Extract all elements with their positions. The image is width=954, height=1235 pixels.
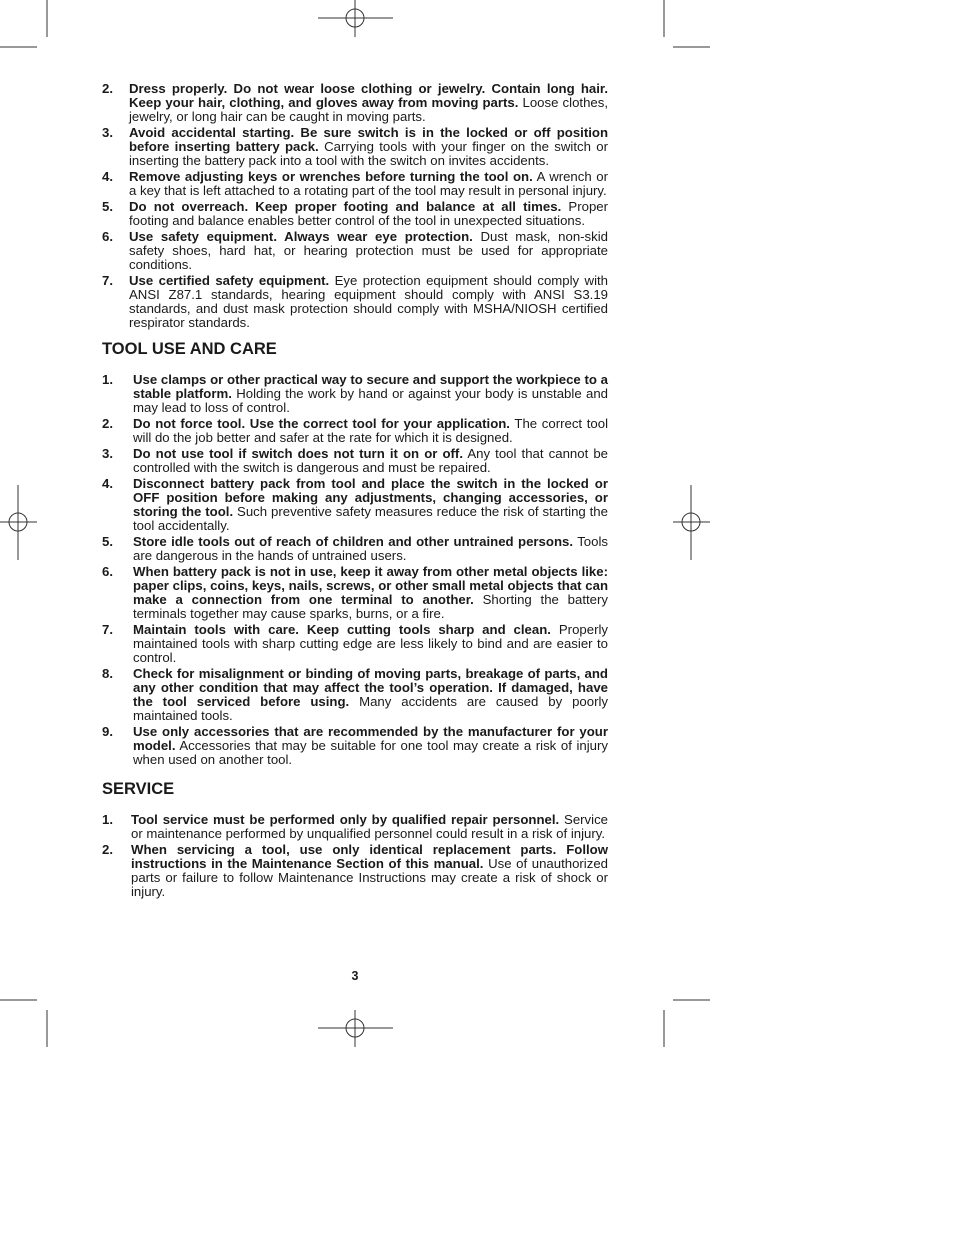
list-item (102, 447, 608, 475)
list-item (102, 417, 608, 445)
item-lead: Use certified safety equipment. (129, 273, 330, 288)
service-list (102, 813, 608, 899)
item-lead: Use only accessories that are recommended by the manufacturer for your model. (133, 724, 608, 753)
item-body: Properly maintained tools with sharp cutting edge are less likely to bind and are easier to control. (133, 622, 608, 665)
item-lead: Use clamps or other practical way to secure and support the workpiece to a stable platform. (133, 372, 608, 401)
item-body: Holding the work by hand or against your body is unstable and may lead to loss of control. (133, 386, 608, 415)
item-body: Many accidents are caused by poorly maintained tools. (133, 694, 608, 723)
item-lead: Remove adjusting keys or wrenches before turning the tool on. (129, 169, 533, 184)
section-heading-service: SERVICE (102, 780, 175, 798)
item-number: 3. (102, 125, 113, 140)
list-item (102, 565, 608, 621)
item-lead: Store idle tools out of reach of children and other untrained persons. (133, 534, 574, 549)
item-text (129, 126, 608, 168)
item-lead: Check for misalignment or binding of moving parts, breakage of parts, and any other condition that may affect the tool’s operation. If damaged, have the tool serviced before using. (133, 666, 608, 709)
item-lead: Use safety equipment. Always wear eye protection. (129, 229, 473, 244)
list-item (102, 170, 608, 198)
item-text (133, 417, 608, 445)
item-number: 7. (102, 622, 113, 637)
item-lead: Dress properly. Do not wear loose clothing or jewelry. Contain long hair. Keep your hair, clothing, and gloves away from moving parts. (129, 81, 608, 110)
section-heading-tool-use: TOOL USE AND CARE (102, 340, 277, 358)
item-text (131, 813, 608, 841)
item-text (133, 373, 608, 415)
item-lead: When servicing a tool, use only identical replacement parts. Follow instructions in the Maintenance Section of this manual. (131, 842, 608, 871)
item-body: Service or maintenance performed by unqualified personnel could result in a risk of injury. (131, 812, 608, 841)
item-number: 5. (102, 534, 113, 549)
page-content (102, 82, 608, 901)
item-number: 4. (102, 169, 113, 184)
item-body: Shorting the battery terminals together may cause sparks, burns, or a fire. (133, 592, 608, 621)
item-body: Any tool that cannot be controlled with the switch is dangerous and must be repaired. (133, 446, 608, 475)
item-number: 1. (102, 812, 113, 827)
item-body: Dust mask, non-skid safety shoes, hard hat, or hearing protection must be used for appropriate conditions. (129, 229, 608, 272)
list-item (102, 623, 608, 665)
item-text (133, 623, 608, 665)
list-item (102, 82, 608, 124)
item-number: 1. (102, 372, 113, 387)
item-text (129, 82, 608, 124)
item-body: Eye protection equipment should comply with ANSI Z87.1 standards, hearing equipment should comply with ANSI S3.19 standards, and dust mask protection should comply with MSHA/NIOSH certified respirator standards. (129, 273, 608, 330)
safety-rules-list (102, 82, 608, 330)
item-body: Carrying tools with your finger on the switch or inserting the battery pack into a tool with the switch on invites accidents. (129, 139, 608, 168)
item-text (133, 535, 608, 563)
item-text (133, 725, 608, 767)
item-lead: Disconnect battery pack from tool and place the switch in the locked or OFF position before making any adjustments, changing accessories, or storing the tool. (133, 476, 608, 519)
item-body: Loose clothes, jewelry, or long hair can be caught in moving parts. (129, 95, 608, 124)
list-item (102, 373, 608, 415)
item-number: 6. (102, 229, 113, 244)
tool-use-list (102, 373, 608, 767)
item-number: 7. (102, 273, 113, 288)
item-lead: Maintain tools with care. Keep cutting tools sharp and clean. (133, 622, 551, 637)
list-item (102, 200, 608, 228)
item-lead: Tool service must be performed only by qualified repair personnel. (131, 812, 560, 827)
list-item (102, 667, 608, 723)
registration-mark-bottom (318, 1010, 393, 1047)
item-body: Such preventive safety measures reduce the risk of starting the tool accidentally. (133, 504, 608, 533)
registration-mark-top (318, 0, 393, 37)
item-lead: Avoid accidental starting. Be sure switch is in the locked or off position before inserting battery pack. (129, 125, 608, 154)
item-lead: When battery pack is not in use, keep it away from other metal objects like: paper clips, coins, keys, nails, screws, or other small metal objects that can make a connection from one terminal to another. (133, 564, 608, 607)
item-body: Use of unauthorized parts or failure to follow Maintenance Instructions may create a risk of shock or injury. (131, 856, 608, 899)
list-item (102, 274, 608, 330)
item-body: A wrench or a key that is left attached to a rotating part of the tool may result in personal injury. (129, 169, 608, 198)
list-item (102, 230, 608, 272)
item-number: 3. (102, 446, 113, 461)
list-item (102, 725, 608, 767)
item-number: 6. (102, 564, 113, 579)
list-item (102, 813, 608, 841)
item-number: 2. (102, 842, 113, 857)
item-number: 4. (102, 476, 113, 491)
registration-mark-right (673, 485, 710, 560)
item-number: 9. (102, 724, 113, 739)
item-body: Accessories that may be suitable for one tool may create a risk of injury when used on another tool. (133, 738, 608, 767)
item-text (133, 447, 608, 475)
list-item (102, 477, 608, 533)
item-lead: Do not force tool. Use the correct tool for your application. (133, 416, 510, 431)
item-body: Proper footing and balance enables better control of the tool in unexpected situations. (129, 199, 609, 228)
item-number: 8. (102, 666, 113, 681)
item-number: 5. (102, 199, 113, 214)
item-number: 2. (102, 81, 113, 96)
item-text (133, 565, 608, 621)
list-item (102, 535, 608, 563)
item-text (133, 477, 608, 533)
list-item (102, 843, 608, 899)
item-text (131, 843, 608, 899)
item-text (133, 667, 608, 723)
item-text (129, 170, 608, 198)
item-lead: Do not use tool if switch does not turn it on or off. (133, 446, 463, 461)
item-lead: Do not overreach. Keep proper footing and balance at all times. (129, 199, 562, 214)
list-item (102, 126, 608, 168)
item-text (129, 230, 608, 272)
item-body: The correct tool will do the job better and safer at the rate for which it is designed. (133, 416, 608, 445)
item-text (129, 274, 608, 330)
page-number: 3 (351, 969, 359, 983)
item-number: 2. (102, 416, 113, 431)
item-text (129, 200, 608, 228)
item-body: Tools are dangerous in the hands of untrained users. (133, 534, 608, 563)
registration-mark-left (0, 485, 37, 560)
